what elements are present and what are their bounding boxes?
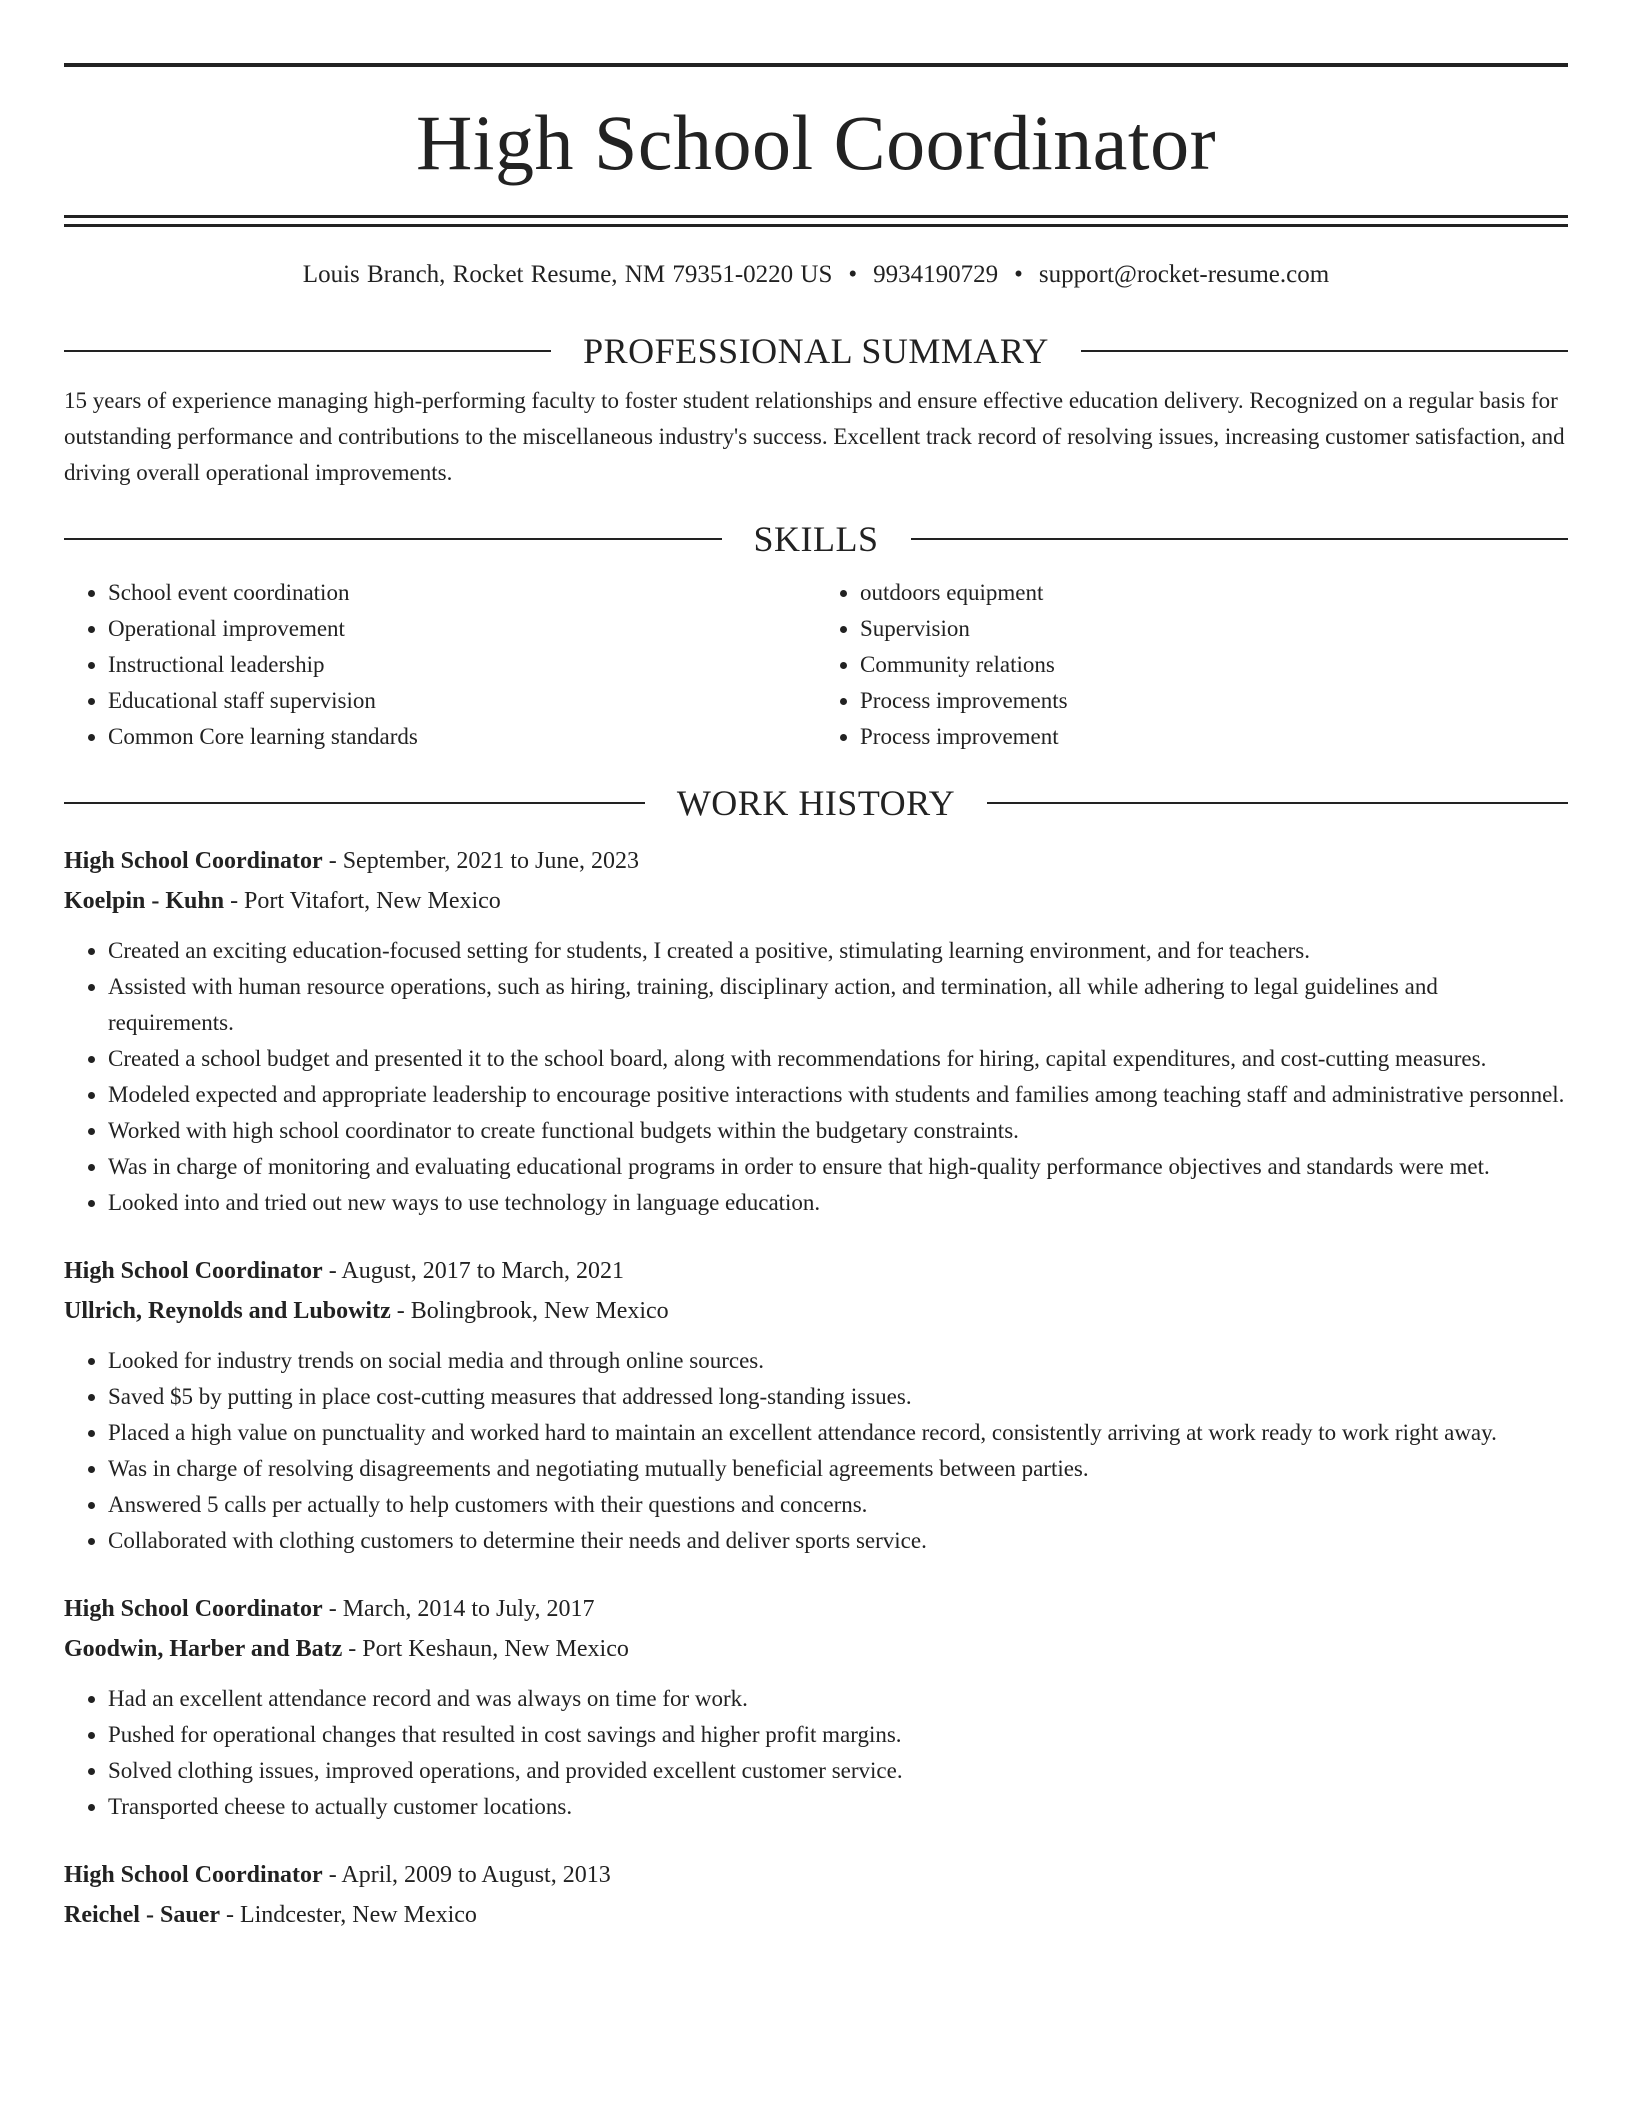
skills-column-right <box>816 575 1568 755</box>
job-company-line <box>64 1629 1568 1669</box>
skill-item: • Operational improvement <box>108 611 816 647</box>
job-dates: - April, 2009 to August, 2013 <box>322 1862 611 1888</box>
job-duty-item: • Looked for industry trends on social media and through online sources. <box>108 1343 1568 1379</box>
job-duty-item: • Collaborated with clothing customers to determine their needs and deliver sports service. <box>108 1523 1568 1559</box>
job-title-line <box>64 1589 1568 1629</box>
contact-phone: 9934190729 <box>873 261 999 288</box>
section-divider-right <box>1081 350 1568 352</box>
skills-list <box>64 575 1568 755</box>
contact-address: Louis Branch, Rocket Resume, NM 79351-0220 US <box>302 261 833 288</box>
skill-item: • Community relations <box>860 647 1568 683</box>
skill-item: • Educational staff supervision <box>108 683 816 719</box>
job-duty-item: • Worked with high school coordinator to create functional budgets within the budgetary constraints. <box>108 1113 1568 1149</box>
job-duties-list <box>64 1681 1568 1825</box>
job-duty-item: • Placed a high value on punctuality and worked hard to maintain an excellent attendance record, consistently arriving at work ready to work right away. <box>108 1415 1568 1451</box>
skill-item: • outdoors equipment <box>860 575 1568 611</box>
job-duty-item: • Was in charge of monitoring and evaluating educational programs in order to ensure that high-quality performance objectives and standards were met. <box>108 1149 1568 1185</box>
job-company: Reichel - Sauer <box>64 1902 220 1928</box>
skill-item: • Supervision <box>860 611 1568 647</box>
job-company-line <box>64 1895 1568 1935</box>
job-dates: - March, 2014 to July, 2017 <box>322 1596 595 1622</box>
summary-heading: PROFESSIONAL SUMMARY <box>583 331 1049 371</box>
work-section-header <box>64 781 1568 825</box>
contact-line <box>64 259 1568 291</box>
job-location: - Port Vitafort, New Mexico <box>224 888 501 914</box>
section-divider-left <box>64 802 645 804</box>
job-company-line <box>64 1291 1568 1331</box>
job-entry <box>64 841 1568 1221</box>
work-heading: WORK HISTORY <box>676 783 956 823</box>
summary-text: 15 years of experience managing high-performing faculty to foster student relationships and ensure effective education delivery. Recognized on a regular basis for outstanding performance and contributions to the miscellaneous industry's success. Excellent track record of resolving issues, increasing customer satisfaction, and driving overall operational improvements. <box>64 388 1565 485</box>
job-title: High School Coordinator <box>64 1258 323 1284</box>
summary-section-header <box>64 329 1568 373</box>
job-location: - Lindcester, New Mexico <box>219 1902 477 1928</box>
job-entry <box>64 1855 1568 1935</box>
resume-title: High School Coordinator <box>415 99 1217 186</box>
job-entry <box>64 1589 1568 1825</box>
section-divider-left <box>64 350 551 352</box>
job-duty-item: • Solved clothing issues, improved operations, and provided excellent customer service. <box>108 1753 1568 1789</box>
job-duty-item: • Modeled expected and appropriate leadership to encourage positive interactions with students and families among teaching staff and administrative personnel. <box>108 1077 1568 1113</box>
skills-column-left <box>64 575 816 755</box>
job-dates: - August, 2017 to March, 2021 <box>322 1258 625 1284</box>
section-divider-left <box>64 538 722 540</box>
job-duties-list <box>64 1343 1568 1559</box>
title-double-divider <box>64 215 1568 227</box>
job-duty-item: • Created a school budget and presented it to the school board, along with recommendations for hiring, capital expenditures, and cost-cutting measures. <box>108 1041 1568 1077</box>
contact-separator: • <box>848 261 858 288</box>
job-entry <box>64 1251 1568 1559</box>
job-duty-item: • Assisted with human resource operations, such as hiring, training, disciplinary action, and termination, all while adhering to legal guidelines and requirements. <box>108 969 1568 1041</box>
job-duty-item: • Answered 5 calls per actually to help customers with their questions and concerns. <box>108 1487 1568 1523</box>
skill-item: • Process improvement <box>860 719 1568 755</box>
job-company: Koelpin - Kuhn <box>64 888 225 914</box>
job-duty-item: • Pushed for operational changes that resulted in cost savings and higher profit margins. <box>108 1717 1568 1753</box>
job-duty-item: • Had an excellent attendance record and was always on time for work. <box>108 1681 1568 1717</box>
skill-item: • School event coordination <box>108 575 816 611</box>
top-divider <box>64 63 1568 67</box>
work-history-list <box>64 841 1568 1935</box>
job-company-line <box>64 881 1568 921</box>
skill-item: • Process improvements <box>860 683 1568 719</box>
job-duty-item: • Transported cheese to actually customer locations. <box>108 1789 1568 1825</box>
job-duty-item: • Looked into and tried out new ways to use technology in language education. <box>108 1185 1568 1221</box>
job-duties-list <box>64 933 1568 1221</box>
job-location: - Bolingbrook, New Mexico <box>390 1298 669 1324</box>
job-title: High School Coordinator <box>64 848 323 874</box>
job-dates: - September, 2021 to June, 2023 <box>322 848 640 874</box>
job-title: High School Coordinator <box>64 1596 323 1622</box>
job-title: High School Coordinator <box>64 1862 323 1888</box>
job-company: Ullrich, Reynolds and Lubowitz <box>64 1298 391 1324</box>
contact-email: support@rocket-resume.com <box>1038 261 1330 288</box>
job-company: Goodwin, Harber and Batz <box>64 1636 343 1662</box>
job-duty-item: • Was in charge of resolving disagreements and negotiating mutually beneficial agreements between parties. <box>108 1451 1568 1487</box>
skill-item: • Instructional leadership <box>108 647 816 683</box>
job-title-line <box>64 1855 1568 1895</box>
contact-separator: • <box>1014 261 1023 288</box>
job-title-line <box>64 1251 1568 1291</box>
skill-item: • Common Core learning standards <box>108 719 816 755</box>
job-title-line <box>64 841 1568 881</box>
skills-heading: SKILLS <box>753 519 879 559</box>
section-divider-right <box>987 802 1568 804</box>
job-location: - Port Keshaun, New Mexico <box>342 1636 629 1662</box>
job-duty-item: • Created an exciting education-focused setting for students, I created a positive, stimulating learning environment, and for teachers. <box>108 933 1568 969</box>
skills-section-header <box>64 517 1568 561</box>
section-divider-right <box>911 538 1569 540</box>
job-duty-item: • Saved $5 by putting in place cost-cutting measures that addressed long-standing issues. <box>108 1379 1568 1415</box>
